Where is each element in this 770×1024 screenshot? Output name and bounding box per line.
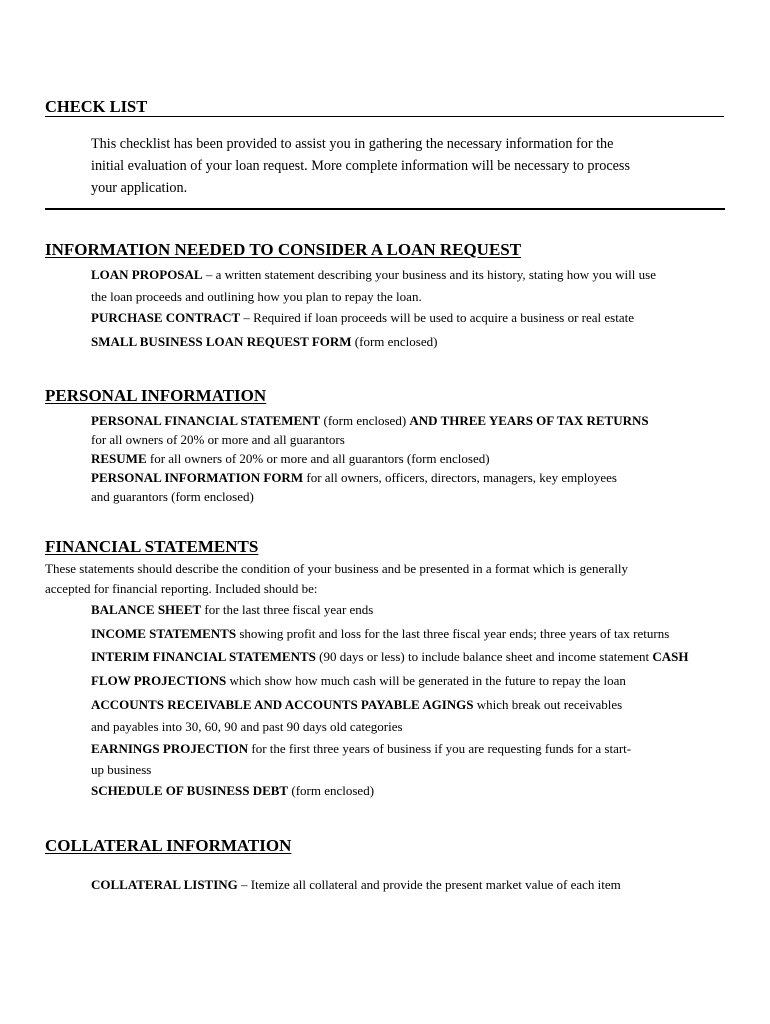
loan-proposal-line bbox=[91, 267, 656, 283]
agings-line bbox=[91, 697, 622, 713]
loan-proposal-text-2: the loan proceeds and outlining how you plan to repay the loan. bbox=[91, 289, 422, 304]
pfs-line bbox=[91, 413, 649, 429]
collateral-listing-label: COLLATERAL LISTING bbox=[91, 877, 238, 892]
earnings-projection-line bbox=[91, 741, 631, 757]
check-list-intro bbox=[91, 133, 691, 199]
check-list-heading bbox=[45, 97, 724, 117]
balance-sheet-label: BALANCE SHEET bbox=[91, 602, 202, 617]
loan-request-form-line bbox=[91, 334, 437, 350]
intro-line-2: initial evaluation of your loan request. More complete information will be necessary to process bbox=[91, 158, 630, 174]
earnings-projection-label: EARNINGS PROJECTION bbox=[91, 741, 249, 756]
purchase-contract-text: – Required if loan proceeds will be used to acquire a business or real estate bbox=[240, 310, 634, 325]
flow-projections-label: FLOW PROJECTIONS bbox=[91, 673, 227, 688]
loan-proposal-text: – a written statement describing your business and its history, stating how you will use bbox=[202, 267, 656, 282]
loan-proposal-label: LOAN PROPOSAL bbox=[91, 267, 203, 282]
agings-text: which break out receivables bbox=[473, 697, 623, 712]
interim-statements-label: INTERIM FINANCIAL STATEMENTS bbox=[91, 649, 316, 664]
personal-info-heading: PERSONAL INFORMATION bbox=[45, 386, 267, 405]
loan-request-form-label: SMALL BUSINESS LOAN REQUEST FORM bbox=[91, 334, 352, 349]
interim-statements-line bbox=[91, 649, 688, 665]
loan-proposal-line-2 bbox=[91, 289, 422, 305]
loan-request-heading: INFORMATION NEEDED TO CONSIDER A LOAN REQUEST bbox=[45, 240, 522, 259]
income-statements-text: showing profit and loss for the last three fiscal year ends; three years of tax returns bbox=[236, 626, 670, 641]
business-debt-line bbox=[91, 783, 374, 799]
earnings-projection-line-2: up business bbox=[91, 762, 152, 777]
agings-line-2: and payables into 30, 60, 90 and past 90 days old categories bbox=[91, 719, 403, 734]
financial-desc-line-2: accepted for financial reporting. Included should be: bbox=[45, 581, 318, 596]
agings-label: ACCOUNTS RECEIVABLE AND ACCOUNTS PAYABLE AGINGS bbox=[91, 697, 474, 712]
collateral-listing-line bbox=[91, 877, 621, 893]
income-statements-line bbox=[91, 626, 669, 642]
pfs-label: PERSONAL FINANCIAL STATEMENT bbox=[91, 413, 321, 428]
balance-sheet-line bbox=[91, 602, 373, 618]
cash-label: CASH bbox=[652, 649, 689, 664]
financial-desc-line-1: These statements should describe the condition of your business and be presented in a format which is generally bbox=[45, 561, 629, 576]
income-statements-label: INCOME STATEMENTS bbox=[91, 626, 237, 641]
financial-statements-heading: FINANCIAL STATEMENTS bbox=[45, 537, 259, 556]
collateral-listing-text: – Itemize all collateral and provide the present market value of each item bbox=[237, 877, 621, 892]
collateral-heading: COLLATERAL INFORMATION bbox=[45, 836, 292, 855]
business-debt-text: (form enclosed) bbox=[288, 783, 375, 798]
flow-projections-line bbox=[91, 673, 626, 689]
pfs-line-2: for all owners of 20% or more and all guarantors bbox=[91, 432, 345, 447]
personal-form-label: PERSONAL INFORMATION FORM bbox=[91, 470, 304, 485]
personal-form-text: for all owners, officers, directors, managers, key employees bbox=[303, 470, 617, 485]
personal-form-line-2: and guarantors (form enclosed) bbox=[91, 489, 254, 504]
interim-statements-text: (90 days or less) to include balance sheet and income statement bbox=[315, 649, 653, 664]
intro-line-1: This checklist has been provided to assist you in gathering the necessary information for the bbox=[91, 136, 614, 152]
balance-sheet-text: for the last three fiscal year ends bbox=[201, 602, 374, 617]
tax-returns-label: AND THREE YEARS OF TAX RETURNS bbox=[409, 413, 649, 428]
personal-form-line bbox=[91, 470, 617, 486]
intro-line-3: your application. bbox=[91, 180, 188, 196]
loan-request-form-text: (form enclosed) bbox=[351, 334, 438, 349]
flow-projections-text: which show how much cash will be generated in the future to repay the loan bbox=[226, 673, 626, 688]
business-debt-label: SCHEDULE OF BUSINESS DEBT bbox=[91, 783, 289, 798]
resume-label: RESUME bbox=[91, 451, 147, 466]
resume-text: for all owners of 20% or more and all guarantors (form enclosed) bbox=[146, 451, 490, 466]
section-divider bbox=[45, 208, 725, 210]
purchase-contract-line bbox=[91, 310, 634, 326]
purchase-contract-label: PURCHASE CONTRACT bbox=[91, 310, 241, 325]
check-list-title: CHECK LIST bbox=[45, 97, 148, 116]
pfs-text: (form enclosed) bbox=[320, 413, 410, 428]
resume-line bbox=[91, 451, 490, 467]
earnings-projection-text: for the first three years of business if you are requesting funds for a start- bbox=[248, 741, 632, 756]
